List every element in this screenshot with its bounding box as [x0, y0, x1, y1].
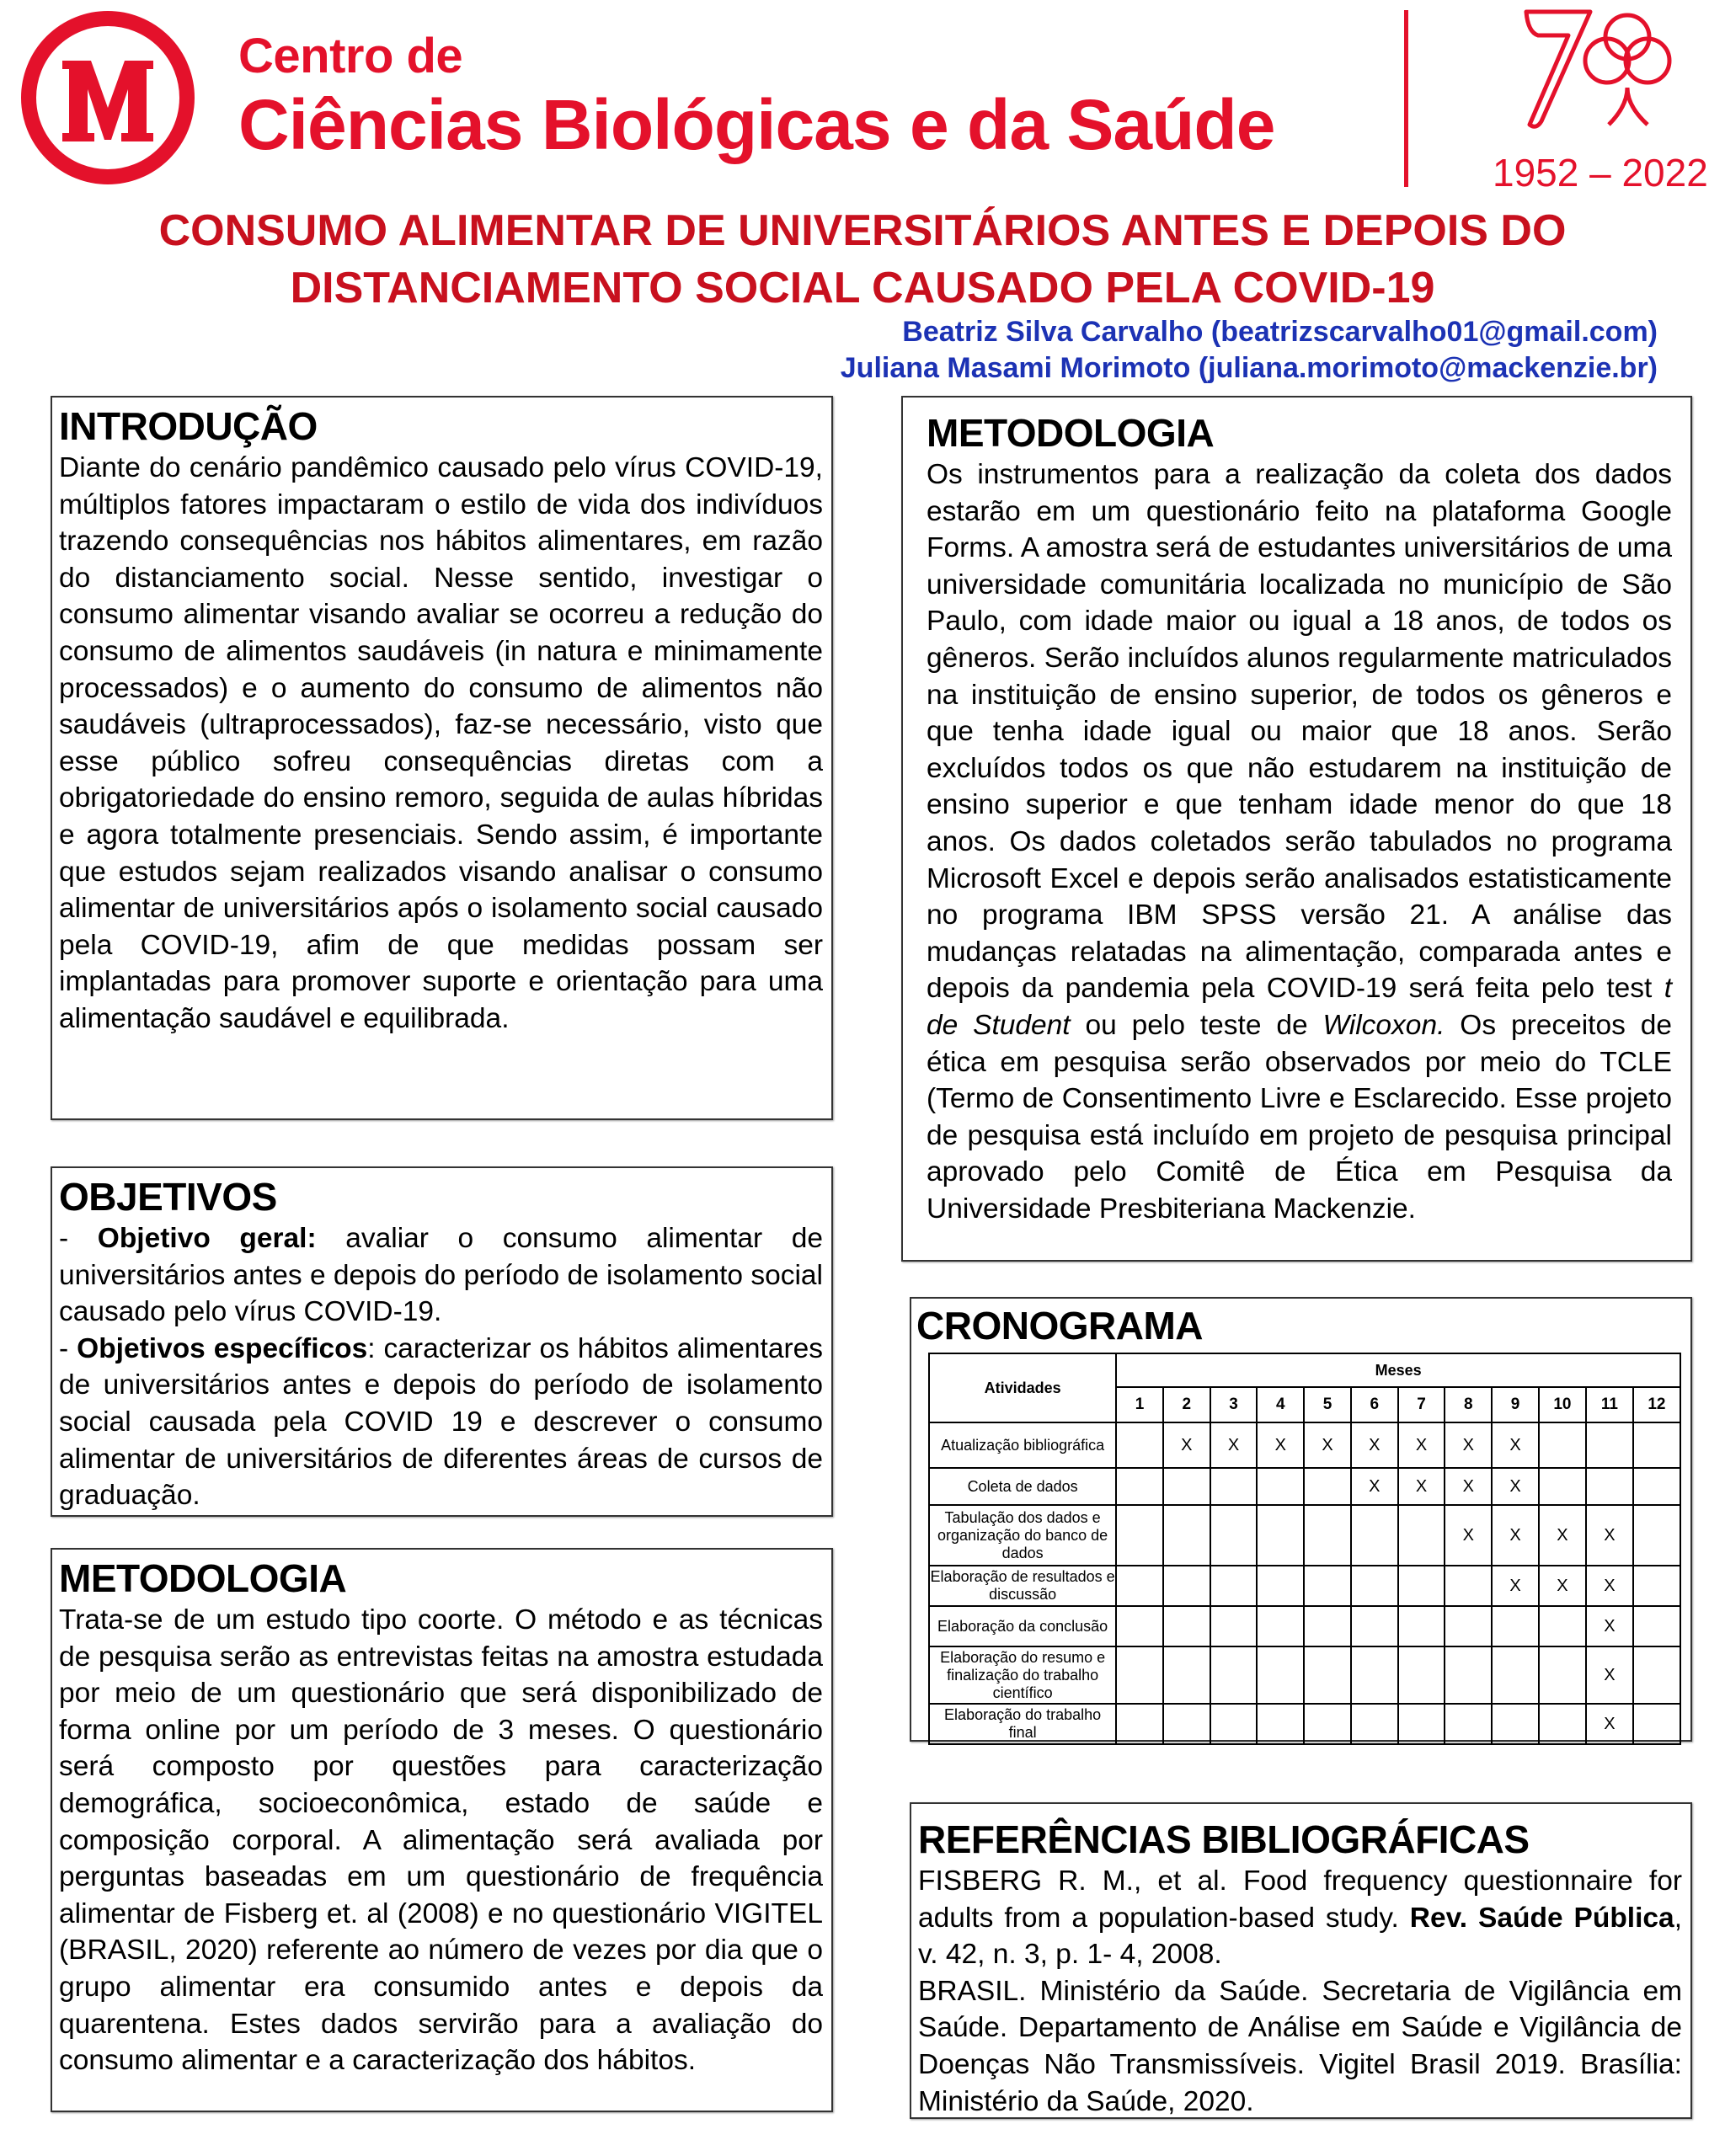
- month-cell: X: [1398, 1468, 1445, 1505]
- month-cell: [1445, 1606, 1492, 1646]
- month-header: 10: [1539, 1387, 1586, 1422]
- section-metodologia-1: [51, 1548, 833, 2112]
- month-cell: X: [1445, 1468, 1492, 1505]
- mackenzie-logo-icon: [19, 8, 197, 187]
- month-cell: [1586, 1468, 1633, 1505]
- month-cell: [1351, 1646, 1398, 1704]
- month-cell: X: [1586, 1606, 1633, 1646]
- month-cell: X: [1351, 1422, 1398, 1468]
- table-row: [929, 1646, 1680, 1704]
- month-cell: [1304, 1704, 1351, 1744]
- header-atividades: Atividades: [929, 1353, 1116, 1422]
- month-cell: [1163, 1505, 1210, 1566]
- section-objetivos: [51, 1166, 833, 1517]
- objetivo-geral: [59, 1220, 823, 1331]
- month-cell: [1492, 1646, 1539, 1704]
- month-cell: [1257, 1468, 1304, 1505]
- activity-cell: Coleta de dados: [929, 1468, 1116, 1505]
- section-heading: CRONOGRAMA: [916, 1304, 1203, 1348]
- month-cell: [1445, 1566, 1492, 1606]
- month-cell: [1351, 1505, 1398, 1566]
- month-cell: [1257, 1566, 1304, 1606]
- text-run: , v. 42, n. 3, p. 1- 4, 2008.: [918, 1902, 1682, 1971]
- text-run: Os preceitos de ética em pesquisa serão observados por meio do TCLE (Termo de Consentimento Livre e Esclarecido. Esse projeto de pesquisa está incluído em projeto de pesquisa principal aprovado pelo Comitê de Ética em Pesquisa da Universidade Presbiteriana Mackenzie.: [927, 1009, 1672, 1225]
- month-cell: [1398, 1566, 1445, 1606]
- month-cell: [1210, 1606, 1258, 1646]
- section-metodologia-2: [901, 396, 1692, 1262]
- month-header: 5: [1304, 1387, 1351, 1422]
- header-divider: [1404, 10, 1408, 187]
- schedule-body: [929, 1422, 1680, 1744]
- month-cell: [1210, 1646, 1258, 1704]
- poster-title: [0, 202, 1725, 317]
- month-cell: [1633, 1646, 1680, 1704]
- month-header: 11: [1586, 1387, 1633, 1422]
- month-header: 2: [1163, 1387, 1210, 1422]
- activity-cell: Elaboração da conclusão: [929, 1606, 1116, 1646]
- month-cell: X: [1586, 1505, 1633, 1566]
- text-run: FISBERG R. M., et al. Food frequency questionnaire for adults from a population-based study.: [918, 1865, 1682, 1934]
- month-cell: X: [1586, 1566, 1633, 1606]
- month-cell: [1633, 1566, 1680, 1606]
- month-cell: [1257, 1646, 1304, 1704]
- month-cell: [1163, 1566, 1210, 1606]
- title-line-1: CONSUMO ALIMENTAR DE UNIVERSITÁRIOS ANTES E DEPOIS DO: [158, 206, 1567, 255]
- month-cell: X: [1445, 1505, 1492, 1566]
- institution-title: [238, 29, 1275, 164]
- section-heading: INTRODUÇÃO: [59, 404, 318, 448]
- month-cell: [1304, 1566, 1351, 1606]
- seventy-years-logo-icon: [1516, 7, 1685, 133]
- month-cell: X: [1492, 1566, 1539, 1606]
- month-cell: [1539, 1422, 1586, 1468]
- month-header: 1: [1116, 1387, 1163, 1422]
- month-cell: X: [1257, 1422, 1304, 1468]
- author-2: Juliana Masami Morimoto (juliana.morimoto@mackenzie.br): [840, 352, 1658, 384]
- month-cell: [1539, 1606, 1586, 1646]
- section-text: [927, 456, 1672, 1227]
- objetivo-geral-text: avaliar o consumo alimentar de universitários antes e depois do período de isolamento social causado pelo vírus COVID-19.: [59, 1223, 823, 1328]
- month-cell: [1398, 1606, 1445, 1646]
- month-cell: [1539, 1468, 1586, 1505]
- month-cell: [1633, 1606, 1680, 1646]
- month-header: 3: [1210, 1387, 1258, 1422]
- month-cell: [1304, 1646, 1351, 1704]
- month-cell: X: [1304, 1422, 1351, 1468]
- activity-cell: Atualização bibliográfica: [929, 1422, 1116, 1468]
- month-cell: [1210, 1505, 1258, 1566]
- objetivo-geral-label: Objetivo geral:: [97, 1223, 317, 1254]
- month-cell: [1304, 1505, 1351, 1566]
- month-header: 12: [1633, 1387, 1680, 1422]
- reference-2: BRASIL. Ministério da Saúde. Secretaria de Vigilância em Saúde. Departamento de Análise em Saúde e Vigilância de Doenças Não Transmissíveis. Vigitel Brasil 2019. Brasília: Ministério da Saúde, 2020.: [918, 1975, 1682, 2117]
- month-cell: X: [1586, 1704, 1633, 1744]
- month-cell: [1257, 1505, 1304, 1566]
- schedule-table: [928, 1353, 1681, 1745]
- month-cell: [1163, 1606, 1210, 1646]
- month-header: 9: [1492, 1387, 1539, 1422]
- month-cell: X: [1398, 1422, 1445, 1468]
- month-cell: X: [1163, 1422, 1210, 1468]
- month-cell: [1398, 1646, 1445, 1704]
- section-cronograma: [910, 1297, 1692, 1742]
- italic-run: t de Student: [927, 973, 1672, 1041]
- institution-line2: Ciências Biológicas e da Saúde: [238, 85, 1275, 164]
- month-cell: [1445, 1646, 1492, 1704]
- section-text: Diante do cenário pandêmico causado pelo vírus COVID-19, múltiplos fatores impactaram o estilo de vida dos indivíduos trazendo consequências nos hábitos alimentares, em razão do distanciamento social. Nesse sentido, investigar o consumo alimentar visando avaliar se ocorreu a redução do consumo de alimentos saudáveis (in natura e minimamente processados) e o aumento do consumo de alimentos não saudáveis (ultraprocessados), faz-se necessário, visto que esse público sofreu consequências diretas com a obrigatoriedade do ensino remoro, seguida de aulas híbridas e agora totalmente presenciais. Sendo assim, é importante que estudos sejam realizados visando analisar o consumo alimentar de universitários após o isolamento social causado pela COVID-19, afim de que medidas possam ser implantadas para promover suporte e orientação para uma alimentação saudável e equilibrada.: [59, 452, 823, 1034]
- month-cell: [1304, 1606, 1351, 1646]
- objetivos-especificos-text: : caracterizar os hábitos alimentares de universitários antes e depois do período de isolamento social causada pela COVID 19 e descrever o consumo alimentar de universitários de diferentes áreas de cursos de graduação.: [59, 1332, 823, 1512]
- month-cell: [1163, 1646, 1210, 1704]
- bullet-dash: -: [59, 1223, 98, 1254]
- month-cell: X: [1539, 1505, 1586, 1566]
- section-heading: REFERÊNCIAS BIBLIOGRÁFICAS: [918, 1817, 1530, 1861]
- author-1: Beatriz Silva Carvalho (beatrizscarvalho01@gmail.com): [902, 316, 1658, 348]
- month-cell: [1633, 1468, 1680, 1505]
- month-cell: [1116, 1646, 1163, 1704]
- month-header: 7: [1398, 1387, 1445, 1422]
- month-cell: X: [1492, 1468, 1539, 1505]
- month-cell: X: [1539, 1566, 1586, 1606]
- table-row: [929, 1566, 1680, 1606]
- month-cell: [1163, 1704, 1210, 1744]
- month-cell: [1257, 1704, 1304, 1744]
- section-heading: METODOLOGIA: [927, 411, 1215, 455]
- month-cell: [1586, 1422, 1633, 1468]
- month-cell: [1116, 1505, 1163, 1566]
- month-cell: [1633, 1704, 1680, 1744]
- anniversary-years: 1952 – 2022: [1493, 151, 1708, 195]
- month-cell: [1492, 1606, 1539, 1646]
- month-cell: X: [1445, 1422, 1492, 1468]
- objetivos-especificos-label: Objetivos específicos: [77, 1332, 368, 1364]
- journal-name: Rev. Saúde Pública: [1409, 1902, 1674, 1934]
- month-cell: [1398, 1704, 1445, 1744]
- month-cell: [1210, 1468, 1258, 1505]
- month-cell: [1116, 1422, 1163, 1468]
- month-cell: [1210, 1704, 1258, 1744]
- month-cell: [1210, 1566, 1258, 1606]
- objetivos-especificos: [59, 1331, 823, 1514]
- section-heading: METODOLOGIA: [59, 1556, 347, 1600]
- section-heading: OBJETIVOS: [59, 1175, 277, 1219]
- month-cell: [1445, 1704, 1492, 1744]
- institution-line1: Centro de: [238, 29, 463, 83]
- month-cell: [1633, 1422, 1680, 1468]
- month-header: 8: [1445, 1387, 1492, 1422]
- month-cell: [1398, 1505, 1445, 1566]
- month-cell: X: [1586, 1646, 1633, 1704]
- month-cell: [1304, 1468, 1351, 1505]
- reference-1: [918, 1863, 1682, 1973]
- bullet-dash: -: [59, 1332, 77, 1364]
- text-run: ou pelo teste de: [1070, 1009, 1323, 1041]
- activity-cell: Tabulação dos dados e organização do banco de dados: [929, 1505, 1116, 1566]
- text-run: Os instrumentos para a realização da coleta dos dados estarão em um questionário feito na plataforma Google Forms. A amostra será de estudantes universitários de uma universidade comunitária localizada no município de São Paulo, com idade maior ou igual a 18 anos, de todos os gêneros. Serão incluídos alunos regularmente matriculados na instituição de ensino superior, de todos os gêneros e que tenha idade igual ou maior que 18 anos. Serão excluídos todos os que não estudarem na instituição de ensino superior e que tenham idade menor do que 18 anos. Os dados coletados serão tabulados no programa Microsoft Excel e depois serão analisados estatisticamente no programa IBM SPSS versão 21. A análise das mudanças relatadas na alimentação, comparada antes e depois da pandemia pela COVID-19 será feita pelo test: [927, 459, 1672, 1005]
- table-row: [929, 1422, 1680, 1468]
- table-row: [929, 1468, 1680, 1505]
- month-header: 4: [1257, 1387, 1304, 1422]
- month-cell: [1116, 1566, 1163, 1606]
- section-introducao: [51, 396, 833, 1120]
- section-text: Trata-se de um estudo tipo coorte. O método e as técnicas de pesquisa serão as entrevistas feitas na amostra estudada por meio de um questionário que será disponibilizado de forma online por um período de 3 meses. O questionário será composto por questões para caracterização demográfica, socioeconômica, estado de saúde e composição corporal. A alimentação será avaliada por perguntas baseadas em um questionário de frequência alimentar de Fisberg et. al (2008) e no questionário VIGITEL (BRASIL, 2020) referente ao número de vezes por dia que o grupo alimentar era consumido antes e depois da quarentena. Estes dados servirão para a avaliação do consumo alimentar e a caracterização dos hábitos.: [59, 1604, 823, 2077]
- activity-cell: Elaboração do resumo e finalização do trabalho científico: [929, 1646, 1116, 1704]
- month-cell: [1116, 1468, 1163, 1505]
- month-header: 6: [1351, 1387, 1398, 1422]
- table-row: [929, 1704, 1680, 1744]
- month-cell: [1351, 1606, 1398, 1646]
- month-cell: X: [1210, 1422, 1258, 1468]
- month-cell: [1257, 1606, 1304, 1646]
- table-row: [929, 1505, 1680, 1566]
- month-cell: [1633, 1505, 1680, 1566]
- month-cell: X: [1351, 1468, 1398, 1505]
- month-cell: [1492, 1704, 1539, 1744]
- month-cell: X: [1492, 1422, 1539, 1468]
- month-cell: X: [1492, 1505, 1539, 1566]
- month-cell: [1539, 1646, 1586, 1704]
- month-cell: [1351, 1704, 1398, 1744]
- section-referencias: [910, 1802, 1692, 2119]
- title-line-2: DISTANCIAMENTO SOCIAL CAUSADO PELA COVID-19: [290, 264, 1435, 312]
- month-cell: [1163, 1468, 1210, 1505]
- month-cell: [1116, 1704, 1163, 1744]
- month-cell: [1351, 1566, 1398, 1606]
- activity-cell: Elaboração do trabalho final: [929, 1704, 1116, 1744]
- header-meses: Meses: [1116, 1353, 1680, 1387]
- italic-run: Wilcoxon.: [1322, 1009, 1445, 1041]
- month-cell: [1539, 1704, 1586, 1744]
- month-cell: [1116, 1606, 1163, 1646]
- activity-cell: Elaboração de resultados e discussão: [929, 1566, 1116, 1606]
- table-row: [929, 1606, 1680, 1646]
- authors: [841, 314, 1658, 387]
